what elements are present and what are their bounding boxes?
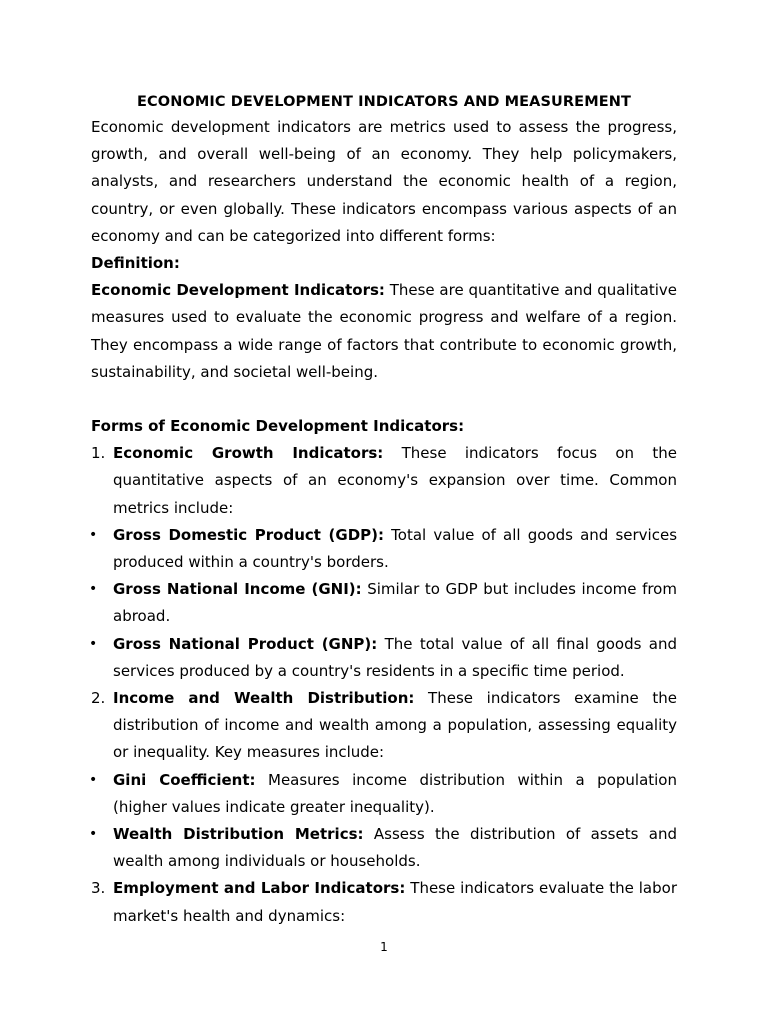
- list-item-employment-labor: [91, 875, 677, 929]
- bullet-icon: •: [89, 826, 98, 843]
- bullet-item-wealth-metrics: [91, 821, 677, 875]
- item-text: These indicators evaluate the labor market's health and dynamics:: [113, 879, 677, 925]
- bullet-icon: •: [89, 526, 98, 543]
- forms-heading: Forms of Economic Development Indicators:: [91, 417, 465, 436]
- item-term: Wealth Distribution Metrics:: [113, 825, 364, 844]
- list-number: 2.: [91, 689, 106, 708]
- item-text: These indicators examine the distribution of income and wealth among a population, assessing equality or inequality. Key measures include:: [113, 689, 677, 762]
- bullet-item-gini: [91, 767, 677, 821]
- bullet-icon: •: [89, 771, 98, 788]
- definition-term: Economic Development Indicators:: [91, 281, 385, 300]
- item-term: Gross National Income (GNI):: [113, 580, 362, 599]
- definition-text: These are quantitative and qualitative measures used to evaluate the economic progress and welfare of a region. They encompass a wide range of factors that contribute to economic growth, sustainability, and societal well-being.: [91, 281, 678, 381]
- list-item-economic-growth: [91, 440, 677, 522]
- blank-line: [91, 386, 677, 413]
- item-text: Assess the distribution of assets and wealth among individuals or households.: [113, 825, 677, 871]
- list-number: 3.: [91, 879, 106, 898]
- item-term: Employment and Labor Indicators:: [113, 879, 406, 898]
- item-text: Similar to GDP but includes income from abroad.: [113, 580, 677, 626]
- document-page: [91, 90, 677, 930]
- bullet-item-gnp: [91, 631, 677, 685]
- list-number: 1.: [91, 444, 106, 463]
- list-item-income-wealth: [91, 685, 677, 767]
- bullet-icon: •: [89, 581, 98, 598]
- definition-paragraph: [91, 277, 677, 386]
- item-text: The total value of all final goods and services produced by a country's residents in a specific time period.: [113, 634, 677, 680]
- item-text: Total value of all goods and services produced within a country's borders.: [113, 525, 678, 572]
- page-number: 1: [380, 940, 388, 954]
- bullet-item-gni: [91, 576, 677, 630]
- intro-paragraph: Economic development indicators are metrics used to assess the progress, growth, and overall well-being of an economy. They help policymakers, analysts, and researchers understand the economic health of a region, country, or even globally. These indicators encompass various aspects of an economy and can be categorized into different forms:: [91, 118, 677, 245]
- item-term: Gross National Product (GNP):: [113, 634, 378, 653]
- definition-heading: Definition:: [91, 254, 180, 273]
- item-text: Measures income distribution within a population (higher values indicate greater inequality).: [113, 770, 677, 816]
- item-term: Income and Wealth Distribution:: [113, 689, 415, 708]
- document-title: ECONOMIC DEVELOPMENT INDICATORS AND MEASUREMENT: [137, 94, 631, 110]
- item-term: Gini Coefficient:: [113, 770, 256, 789]
- bullet-item-gdp: [91, 522, 677, 576]
- item-term: Economic Growth Indicators:: [113, 444, 384, 463]
- item-term: Gross Domestic Product (GDP):: [113, 525, 385, 544]
- bullet-icon: •: [89, 635, 98, 652]
- item-text: These indicators focus on the quantitative aspects of an economy's expansion over time. Common metrics include:: [113, 444, 677, 517]
